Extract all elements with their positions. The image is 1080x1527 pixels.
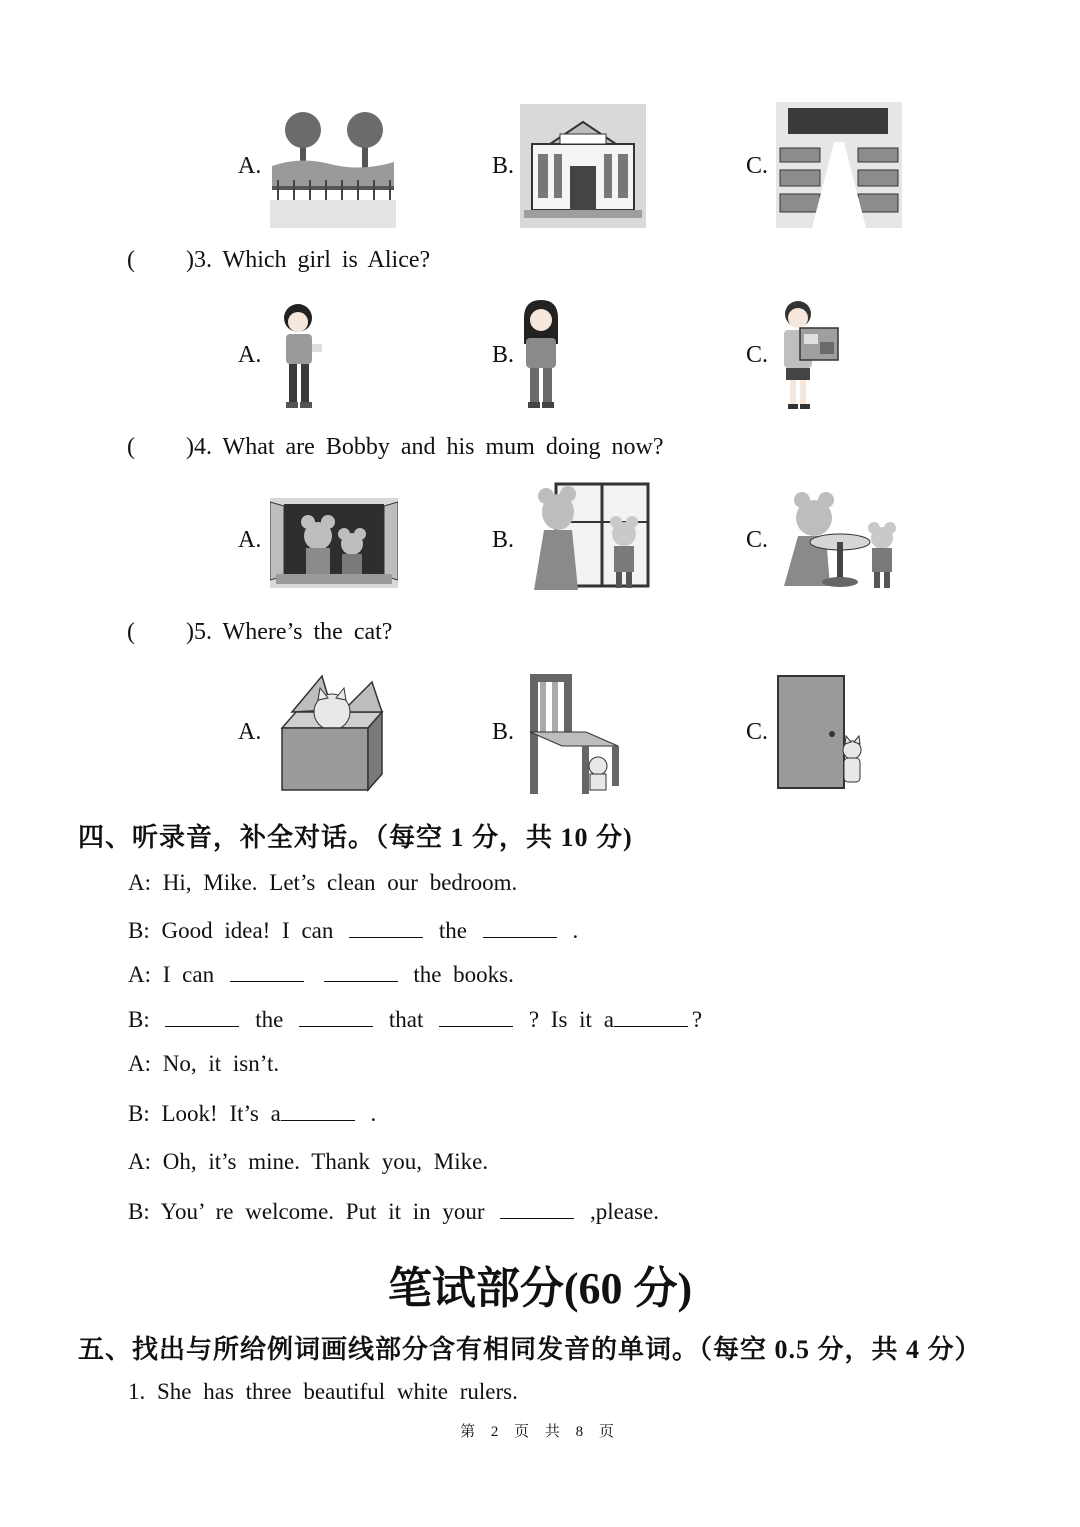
park-trees-icon bbox=[270, 108, 396, 228]
dialogue-text: ,please. bbox=[590, 1199, 660, 1224]
dialogue-text: No, it isn’t. bbox=[162, 1051, 280, 1076]
written-part-title: 笔试部分(60 分) bbox=[387, 1264, 693, 1313]
answer-blank[interactable] bbox=[439, 1006, 513, 1027]
dialogue-line-1 bbox=[128, 870, 517, 896]
q2-option-c-letter: C. bbox=[746, 153, 769, 179]
classroom-icon bbox=[776, 102, 902, 228]
answer-blank[interactable] bbox=[230, 961, 304, 982]
dialogue-text: the bbox=[255, 1007, 284, 1032]
dialogue-line-2 bbox=[128, 917, 578, 944]
dialogue-line-5 bbox=[128, 1051, 279, 1077]
dialogue-speaker: B: bbox=[128, 918, 150, 943]
answer-blank[interactable] bbox=[500, 1198, 574, 1219]
section5-item-1: 1. She has three beautiful white rulers. bbox=[128, 1379, 518, 1404]
dialogue-line-7 bbox=[128, 1149, 488, 1175]
q5-answer-paren[interactable]: ( bbox=[127, 619, 135, 645]
dialogue-text: Look! It’s a bbox=[161, 1101, 281, 1126]
page-footer: 第 2 页 共 8 页 bbox=[460, 1424, 620, 1440]
dialogue-text: ? Is it a bbox=[528, 1007, 614, 1032]
dialogue-speaker: A: bbox=[128, 1149, 151, 1174]
q5-option-b-letter: B. bbox=[492, 719, 515, 745]
dialogue-line-8 bbox=[128, 1198, 659, 1225]
q5-option-c-letter: C. bbox=[746, 719, 769, 745]
dialogue-text: the bbox=[438, 918, 467, 943]
dialogue-line-4 bbox=[128, 1006, 702, 1033]
girl-with-book-icon bbox=[778, 298, 842, 412]
dialogue-line-6 bbox=[128, 1100, 376, 1127]
answer-blank[interactable] bbox=[324, 961, 398, 982]
answer-blank[interactable] bbox=[483, 917, 557, 938]
dialogue-text: You’ re welcome. Put it in your bbox=[160, 1199, 485, 1224]
answer-blank[interactable] bbox=[614, 1006, 688, 1027]
q3-option-a-letter: A. bbox=[238, 342, 262, 368]
dialogue-text: that bbox=[388, 1007, 424, 1032]
answer-blank[interactable] bbox=[165, 1006, 239, 1027]
dialogue-line-3 bbox=[128, 961, 514, 988]
dialogue-text: Hi, Mike. Let’s clean our bedroom. bbox=[162, 870, 518, 895]
answer-blank[interactable] bbox=[281, 1100, 355, 1121]
dialogue-speaker: B: bbox=[128, 1101, 150, 1126]
q3-answer-paren[interactable]: ( bbox=[127, 247, 135, 273]
girl-long-hair-icon bbox=[518, 298, 564, 412]
mice-at-window-icon bbox=[270, 498, 398, 588]
dialogue-text: the books. bbox=[413, 962, 514, 987]
dialogue-speaker: A: bbox=[128, 1051, 151, 1076]
mice-at-table-icon bbox=[780, 490, 906, 594]
q2-option-a-letter: A. bbox=[238, 153, 262, 179]
dialogue-text: Good idea! I can bbox=[161, 918, 334, 943]
q5-question-text: )5. Where’s the cat? bbox=[186, 619, 393, 645]
girl-short-hair-icon bbox=[276, 300, 326, 412]
library-building-icon bbox=[520, 104, 646, 228]
dialogue-text: . bbox=[370, 1101, 377, 1126]
dialogue-text: . bbox=[572, 918, 579, 943]
q3-question-text: )3. Which girl is Alice? bbox=[186, 247, 431, 273]
q5-option-a-letter: A. bbox=[238, 719, 262, 745]
q4-answer-paren[interactable]: ( bbox=[127, 434, 135, 460]
q2-option-b-letter: B. bbox=[492, 153, 515, 179]
q3-option-c-letter: C. bbox=[746, 342, 769, 368]
dialogue-speaker: A: bbox=[128, 870, 151, 895]
cat-behind-door-icon bbox=[776, 674, 868, 790]
q3-option-b-letter: B. bbox=[492, 342, 515, 368]
q4-option-b-letter: B. bbox=[492, 527, 515, 553]
cat-in-box-icon bbox=[272, 672, 386, 792]
dialogue-speaker: B: bbox=[128, 1007, 150, 1032]
dialogue-text: Oh, it’s mine. Thank you, Mike. bbox=[162, 1149, 489, 1174]
dialogue-speaker: B: bbox=[128, 1199, 150, 1224]
q4-question-text: )4. What are Bobby and his mum doing now? bbox=[186, 434, 664, 460]
q4-option-c-letter: C. bbox=[746, 527, 769, 553]
mice-cleaning-window-icon bbox=[528, 482, 652, 594]
cat-under-chair-icon bbox=[526, 672, 622, 796]
section4-heading: 四、听录音，补全对话。（每空 1 分，共 10 分) bbox=[78, 823, 633, 852]
dialogue-text: ? bbox=[691, 1007, 703, 1032]
section5-heading: 五、找出与所给例词画线部分含有相同发音的单词。（每空 0.5 分，共 4 分） bbox=[78, 1335, 982, 1364]
q4-option-a-letter: A. bbox=[238, 527, 262, 553]
dialogue-text: I can bbox=[162, 962, 215, 987]
dialogue-speaker: A: bbox=[128, 962, 151, 987]
answer-blank[interactable] bbox=[299, 1006, 373, 1027]
answer-blank[interactable] bbox=[349, 917, 423, 938]
